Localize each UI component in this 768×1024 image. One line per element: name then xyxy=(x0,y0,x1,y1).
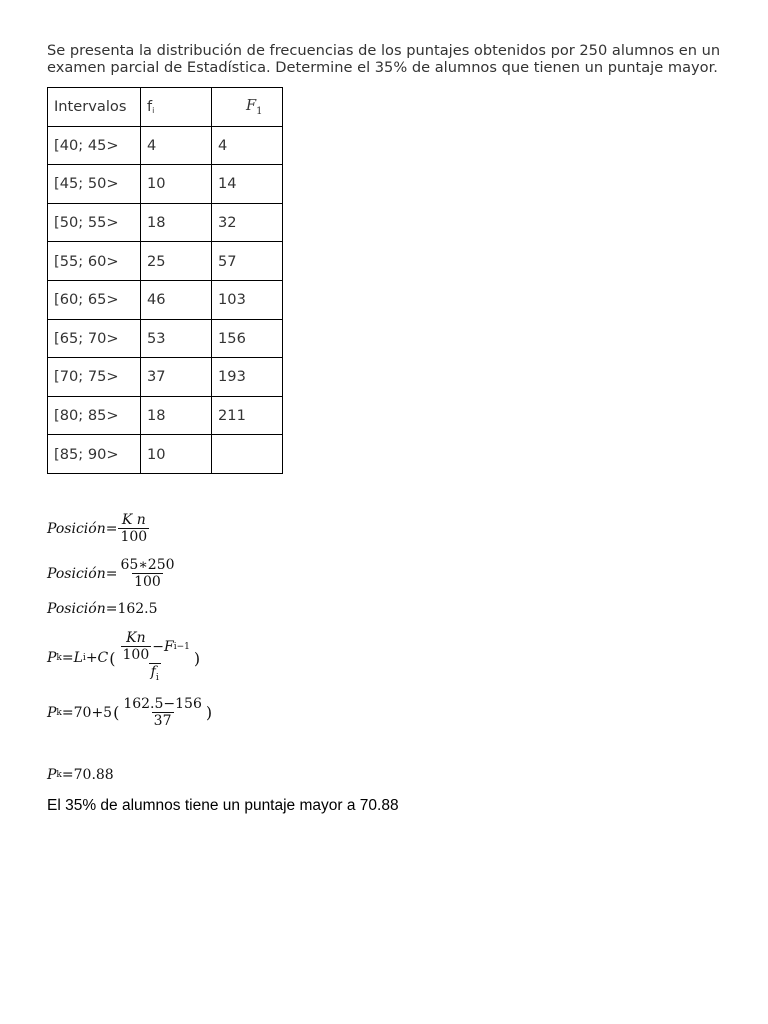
open-paren: ( xyxy=(109,648,116,668)
conclusion-text: El 35% de alumnos tiene un puntaje mayor a 70.88 xyxy=(47,797,399,814)
cell-interval: [70; 75> xyxy=(48,358,141,397)
cell-interval: [45; 50> xyxy=(48,165,141,204)
equals-sign: = xyxy=(105,565,118,582)
close-paren: ) xyxy=(205,703,213,722)
cell-Fi: 193 xyxy=(212,358,283,397)
problem-statement xyxy=(47,42,727,76)
cell-Fi: 4 xyxy=(212,126,283,165)
cell-Fi xyxy=(212,435,283,474)
frequency-table xyxy=(47,87,283,474)
table-row xyxy=(48,280,283,319)
header-Fi-letter: F xyxy=(246,96,257,114)
header-intervals: Intervalos xyxy=(48,88,141,127)
pk-subscript: k xyxy=(56,707,62,718)
fraction-denominator: 37 xyxy=(153,713,172,729)
position-label: Posición xyxy=(47,565,106,582)
fraction-denominator: 100 xyxy=(120,529,148,545)
table-row xyxy=(48,435,283,474)
li-subscript: i xyxy=(82,653,86,663)
fraction-numerator: 162.5−156 xyxy=(123,696,202,712)
fraction-65x250-100 xyxy=(118,557,176,590)
formula-percentile-substituted xyxy=(47,696,213,729)
header-fi-letter: f xyxy=(147,98,153,116)
cell-interval: [85; 90> xyxy=(48,435,141,474)
table-row xyxy=(48,358,283,397)
cell-Fi: 156 xyxy=(212,319,283,358)
minus-F: −F xyxy=(152,638,174,655)
equals-sign: = xyxy=(105,601,118,617)
equals-sign: = xyxy=(61,767,74,783)
equals-sign: = xyxy=(61,650,74,666)
pk-letter: P xyxy=(47,704,57,721)
cell-Fi: 32 xyxy=(212,203,283,242)
formula-position-general xyxy=(47,512,150,545)
cell-Fi: 211 xyxy=(212,396,283,435)
fi-subscript: i xyxy=(155,673,159,683)
formula-percentile-result xyxy=(47,767,114,783)
prefix-70-5: 70+5 xyxy=(73,704,113,721)
fi-letter: f xyxy=(150,664,156,680)
cell-Fi: 14 xyxy=(212,165,283,204)
problem-line-2: examen parcial de Estadística. Determine el 35% de alumnos que tienen un puntaje mayor. xyxy=(47,59,718,76)
fraction-numerator xyxy=(118,630,192,663)
cell-fi: 10 xyxy=(141,435,212,474)
table-row xyxy=(48,396,283,435)
cell-fi: 4 xyxy=(141,126,212,165)
cell-interval: [40; 45> xyxy=(48,126,141,165)
formula-position-result xyxy=(47,601,158,617)
cell-interval: [65; 70> xyxy=(48,319,141,358)
cell-fi: 10 xyxy=(141,165,212,204)
header-Fi-label xyxy=(218,97,263,117)
table-row xyxy=(48,319,283,358)
cell-fi: 25 xyxy=(141,242,212,281)
table-row xyxy=(48,126,283,165)
pk-value: 70.88 xyxy=(73,767,114,783)
equals-sign: = xyxy=(105,520,118,537)
position-value: 162.5 xyxy=(117,601,158,617)
fraction-denominator: 100 xyxy=(134,574,161,590)
pk-letter: P xyxy=(47,650,57,666)
open-paren: ( xyxy=(113,703,120,722)
cell-fi: 18 xyxy=(141,396,212,435)
fraction-kn-100 xyxy=(118,512,149,545)
table-row xyxy=(48,242,283,281)
cell-interval: [80; 85> xyxy=(48,396,141,435)
fraction-substituted xyxy=(121,696,204,729)
pk-subscript: k xyxy=(56,770,62,780)
equals-sign: = xyxy=(61,704,74,721)
cell-fi: 46 xyxy=(141,280,212,319)
header-fi-sub: i xyxy=(152,106,155,116)
F-subscript: i−1 xyxy=(173,641,190,652)
formula-position-substituted xyxy=(47,557,178,590)
pk-letter: P xyxy=(47,767,57,783)
table-row xyxy=(48,203,283,242)
fraction-numerator: 65∗250 xyxy=(120,557,175,573)
formula-percentile-general xyxy=(47,630,201,686)
fraction-numerator: K n xyxy=(121,512,146,528)
cell-fi: 53 xyxy=(141,319,212,358)
li-letter: L xyxy=(73,650,83,666)
fraction-denominator xyxy=(149,663,161,686)
close-paren: ) xyxy=(193,648,201,668)
inner-numerator: Kn xyxy=(126,630,146,646)
cell-Fi: 103 xyxy=(212,280,283,319)
cell-fi: 18 xyxy=(141,203,212,242)
header-fi xyxy=(141,88,212,127)
cell-interval: [50; 55> xyxy=(48,203,141,242)
table-row xyxy=(48,165,283,204)
fraction-kn-100-inner xyxy=(121,630,152,663)
table-header-row xyxy=(48,88,283,127)
header-Fi-sub: 1 xyxy=(256,105,263,117)
header-Fi xyxy=(212,88,283,127)
position-label: Posición xyxy=(47,601,106,617)
cell-fi: 37 xyxy=(141,358,212,397)
problem-line-1: Se presenta la distribución de frecuencias de los puntajes obtenidos por 250 alumnos en un xyxy=(47,42,721,59)
cell-Fi: 57 xyxy=(212,242,283,281)
plus-c: +C xyxy=(85,650,109,666)
cell-interval: [60; 65> xyxy=(48,280,141,319)
pk-subscript: k xyxy=(56,653,62,663)
fraction-percentile xyxy=(118,630,192,686)
position-label: Posición xyxy=(47,520,106,537)
inner-denominator: 100 xyxy=(122,647,150,663)
cell-interval: [55; 60> xyxy=(48,242,141,281)
